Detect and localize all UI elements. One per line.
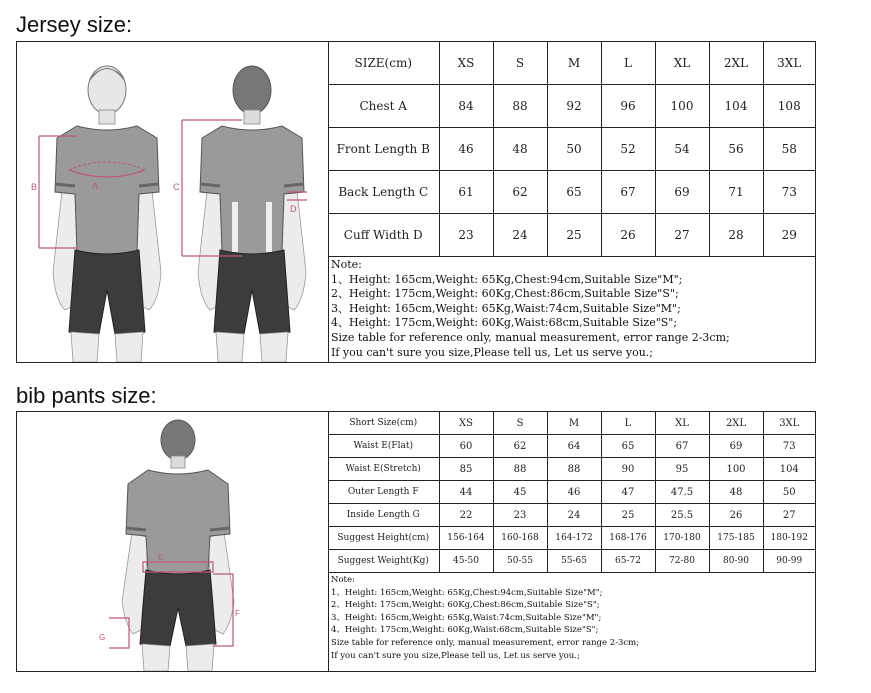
table-cell: 104 bbox=[763, 458, 815, 481]
front-view-figure bbox=[39, 66, 161, 362]
table-row bbox=[328, 171, 815, 214]
header-3xl: 3XL bbox=[763, 42, 815, 85]
header-xs: XS bbox=[439, 412, 493, 435]
marker-a: A bbox=[92, 181, 99, 191]
table-cell: 65 bbox=[601, 435, 655, 458]
table-cell: 100 bbox=[709, 458, 763, 481]
row-label: Waist E(Flat) bbox=[328, 435, 439, 458]
table-cell: 61 bbox=[439, 171, 493, 214]
bib-size-table bbox=[328, 412, 815, 573]
table-cell: 50 bbox=[547, 128, 601, 171]
note-line: Size table for reference only, manual measurement, error range 2-3cm; bbox=[331, 330, 730, 344]
table-cell: 84 bbox=[439, 85, 493, 128]
table-cell: 72-80 bbox=[655, 550, 709, 573]
bib-figure bbox=[17, 412, 329, 671]
table-cell: 69 bbox=[709, 435, 763, 458]
header-m: M bbox=[547, 42, 601, 85]
bib-size-chart bbox=[16, 411, 816, 672]
table-cell: 108 bbox=[763, 85, 815, 128]
table-row bbox=[328, 458, 815, 481]
header-xs: XS bbox=[439, 42, 493, 85]
marker-f: F bbox=[235, 609, 240, 618]
header-l: L bbox=[601, 412, 655, 435]
table-cell: 90 bbox=[601, 458, 655, 481]
table-cell: 60 bbox=[439, 435, 493, 458]
jersey-size-title: Jersey size: bbox=[16, 12, 133, 37]
row-label: Chest A bbox=[328, 85, 439, 128]
table-cell: 85 bbox=[439, 458, 493, 481]
table-cell: 73 bbox=[763, 171, 815, 214]
table-row bbox=[328, 214, 815, 257]
note-line: If you can't sure you size,Please tell us, Let us serve you.; bbox=[331, 345, 653, 359]
table-cell: 24 bbox=[547, 504, 601, 527]
table-row bbox=[328, 504, 815, 527]
note-line: Note: bbox=[331, 258, 362, 271]
table-cell: 67 bbox=[601, 171, 655, 214]
table-cell: 88 bbox=[493, 85, 547, 128]
table-cell: 164-172 bbox=[547, 527, 601, 550]
table-cell: 168-176 bbox=[601, 527, 655, 550]
table-cell: 27 bbox=[763, 504, 815, 527]
row-label: Back Length C bbox=[328, 171, 439, 214]
row-label: Outer Length F bbox=[328, 481, 439, 504]
table-cell: 45 bbox=[493, 481, 547, 504]
table-cell: 64 bbox=[547, 435, 601, 458]
table-cell: 65 bbox=[547, 171, 601, 214]
table-cell: 46 bbox=[547, 481, 601, 504]
row-label: Suggest Weight(Kg) bbox=[328, 550, 439, 573]
table-cell: 23 bbox=[439, 214, 493, 257]
table-cell: 56 bbox=[709, 128, 763, 171]
table-cell: 88 bbox=[547, 458, 601, 481]
note-line: 1、Height: 165cm,Weight: 65Kg,Chest:94cm,Suitable Size"M"; bbox=[331, 272, 683, 286]
note-line: 4、Height: 175cm,Weight: 60Kg,Waist:68cm,Suitable Size"S"; bbox=[331, 316, 678, 330]
jersey-size-chart bbox=[16, 41, 816, 363]
header-s: S bbox=[493, 412, 547, 435]
table-row bbox=[328, 128, 815, 171]
table-cell: 48 bbox=[493, 128, 547, 171]
table-row bbox=[328, 85, 815, 128]
table-cell: 28 bbox=[709, 214, 763, 257]
table-cell: 50 bbox=[763, 481, 815, 504]
jersey-model-illustration bbox=[17, 42, 328, 362]
jersey-header-row bbox=[328, 42, 815, 85]
table-cell: 80-90 bbox=[709, 550, 763, 573]
bib-notes bbox=[328, 573, 815, 663]
table-cell: 71 bbox=[709, 171, 763, 214]
note-line: Note: bbox=[331, 575, 355, 585]
note-line: 2、Height: 175cm,Weight: 60Kg,Chest:86cm,Suitable Size"S"; bbox=[331, 600, 600, 611]
table-cell: 27 bbox=[655, 214, 709, 257]
row-label: Suggest Height(cm) bbox=[328, 527, 439, 550]
header-3xl: 3XL bbox=[763, 412, 815, 435]
marker-e: E bbox=[158, 553, 164, 562]
table-cell: 65-72 bbox=[601, 550, 655, 573]
table-cell: 92 bbox=[547, 85, 601, 128]
table-cell: 52 bbox=[601, 128, 655, 171]
table-cell: 55-65 bbox=[547, 550, 601, 573]
row-label: Waist E(Stretch) bbox=[328, 458, 439, 481]
bib-pants-size-title: bib pants size: bbox=[16, 383, 157, 408]
header-short-size: Short Size(cm) bbox=[328, 412, 439, 435]
bib-header-row bbox=[328, 412, 815, 435]
note-line: 3、Height: 165cm,Weight: 65Kg,Waist:74cm,Suitable Size"M"; bbox=[331, 301, 681, 315]
header-2xl: 2XL bbox=[709, 42, 763, 85]
table-row bbox=[328, 481, 815, 504]
table-cell: 90-99 bbox=[763, 550, 815, 573]
table-cell: 88 bbox=[493, 458, 547, 481]
table-cell: 25 bbox=[547, 214, 601, 257]
jersey-table-area bbox=[328, 42, 815, 362]
table-cell: 26 bbox=[601, 214, 655, 257]
table-cell: 26 bbox=[709, 504, 763, 527]
header-l: L bbox=[601, 42, 655, 85]
row-label: Front Length B bbox=[328, 128, 439, 171]
marker-b: B bbox=[31, 182, 38, 192]
table-cell: 156-164 bbox=[439, 527, 493, 550]
header-xl: XL bbox=[655, 42, 709, 85]
header-s: S bbox=[493, 42, 547, 85]
table-row bbox=[328, 435, 815, 458]
table-cell: 48 bbox=[709, 481, 763, 504]
table-cell: 44 bbox=[439, 481, 493, 504]
table-row bbox=[328, 550, 815, 573]
note-line: 2、Height: 175cm,Weight: 60Kg,Chest:86cm,Suitable Size"S"; bbox=[331, 287, 679, 301]
note-line: If you can't sure you size,Please tell us, Let us serve you.; bbox=[331, 650, 580, 661]
back-view-figure bbox=[182, 66, 307, 362]
table-cell: 50-55 bbox=[493, 550, 547, 573]
marker-d: D bbox=[290, 204, 297, 214]
bib-table-area bbox=[328, 412, 815, 671]
table-cell: 58 bbox=[763, 128, 815, 171]
jersey-notes bbox=[328, 257, 815, 361]
table-cell: 24 bbox=[493, 214, 547, 257]
table-cell: 67 bbox=[655, 435, 709, 458]
table-cell: 46 bbox=[439, 128, 493, 171]
header-2xl: 2XL bbox=[709, 412, 763, 435]
table-cell: 25 bbox=[601, 504, 655, 527]
table-cell: 45-50 bbox=[439, 550, 493, 573]
table-cell: 62 bbox=[493, 171, 547, 214]
table-cell: 170-180 bbox=[655, 527, 709, 550]
table-cell: 175-185 bbox=[709, 527, 763, 550]
table-cell: 160-168 bbox=[493, 527, 547, 550]
row-label: Cuff Width D bbox=[328, 214, 439, 257]
table-cell: 22 bbox=[439, 504, 493, 527]
header-size: SIZE(cm) bbox=[328, 42, 439, 85]
marker-g: G bbox=[99, 633, 106, 642]
table-cell: 96 bbox=[601, 85, 655, 128]
table-cell: 47.5 bbox=[655, 481, 709, 504]
table-cell: 54 bbox=[655, 128, 709, 171]
table-cell: 73 bbox=[763, 435, 815, 458]
header-xl: XL bbox=[655, 412, 709, 435]
marker-c: C bbox=[173, 182, 180, 192]
table-row bbox=[328, 527, 815, 550]
table-cell: 47 bbox=[601, 481, 655, 504]
table-cell: 29 bbox=[763, 214, 815, 257]
bib-model-illustration bbox=[17, 412, 328, 671]
table-cell: 23 bbox=[493, 504, 547, 527]
header-m: M bbox=[547, 412, 601, 435]
note-line: 1、Height: 165cm,Weight: 65Kg,Chest:94cm,Suitable Size"M"; bbox=[331, 587, 603, 598]
table-cell: 25.5 bbox=[655, 504, 709, 527]
jersey-size-table bbox=[328, 42, 815, 257]
table-cell: 69 bbox=[655, 171, 709, 214]
jersey-figure bbox=[17, 42, 329, 362]
bib-back-view-figure bbox=[109, 420, 234, 671]
row-label: Inside Length G bbox=[328, 504, 439, 527]
table-cell: 180-192 bbox=[763, 527, 815, 550]
table-cell: 62 bbox=[493, 435, 547, 458]
note-line: 4、Height: 175cm,Weight: 60Kg,Waist:68cm,Suitable Size"S"; bbox=[331, 625, 599, 636]
table-cell: 95 bbox=[655, 458, 709, 481]
note-line: Size table for reference only, manual measurement, error range 2-3cm; bbox=[331, 637, 640, 648]
table-cell: 104 bbox=[709, 85, 763, 128]
table-cell: 100 bbox=[655, 85, 709, 128]
note-line: 3、Height: 165cm,Weight: 65Kg,Waist:74cm,Suitable Size"M"; bbox=[331, 612, 602, 623]
